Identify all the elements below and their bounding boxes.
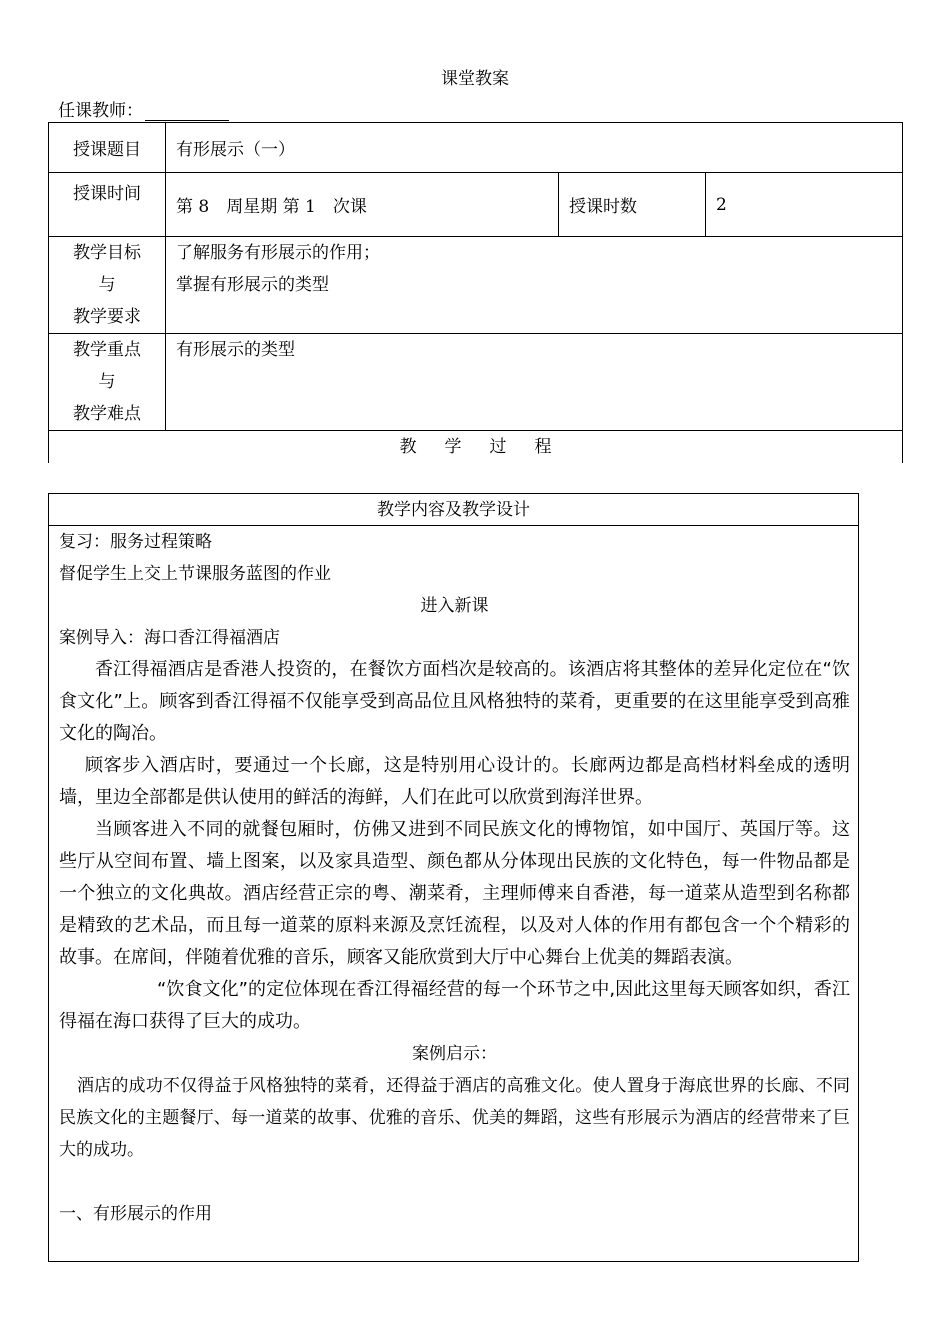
case-paragraph-3: 当顾客进入不同的就餐包厢时，仿佛又进到不同民族文化的博物馆，如中国厅、英国厅等。这些厅从空间布置、墙上图案，以及家具造型、颜色都从分体现出民族的文化特色，每一件物品都是一个独立的文化典故。酒店经营正宗的粤、潮菜肴，主理师傅来自香港，每一道菜从造型到名称都是精致的艺术品，而且每一道菜的原料来源及烹饪流程，以及对人体的作用有都包含一个个精彩的故事。在席间，伴随着优雅的音乐，顾客又能欣赏到大厅中心舞台上优美的舞蹈表演。 <box>59 819 850 968</box>
case-insight-heading: 案例启示： <box>412 1044 497 1064</box>
topic-value: 有形展示（一） <box>166 123 903 173</box>
content-body <box>49 526 858 1230</box>
time-value: 第 8 周星期 第 1 次课 <box>166 173 559 237</box>
key-label-line: 教学重点 <box>73 340 141 360</box>
key-label-line: 教学难点 <box>73 404 141 424</box>
hours-label: 授课时数 <box>559 173 706 237</box>
section-heading-1: 一、有形展示的作用 <box>59 1204 212 1224</box>
teaching-process-row <box>48 430 903 463</box>
goal-value-line: 了解服务有形展示的作用； <box>176 243 380 263</box>
homework-line: 督促学生上交上节课服务蓝图的作业 <box>59 564 331 584</box>
goal-label-line: 教学目标 <box>73 243 141 263</box>
key-value: 有形展示的类型 <box>166 334 903 431</box>
document-title: 课堂教案 <box>441 69 509 89</box>
teaching-process-label: 教学过程 <box>399 437 580 457</box>
teacher-label: 任课教师： <box>58 101 143 121</box>
blank-line <box>59 1166 850 1198</box>
hours-value: 2 <box>706 173 903 237</box>
case-paragraph-2: 顾客步入酒店时，要通过一个长廊，这是特别用心设计的。长廊两边都是高档材料垒成的透明墙，里边全部都是供认使用的鲜活的海鲜，人们在此可以欣赏到海洋世界。 <box>59 755 850 808</box>
goal-label <box>49 237 166 334</box>
case-paragraph-4: “饮食文化”的定位体现在香江得福经营的每一个环节之中,因此这里每天顾客如织，香江得福在海口获得了巨大的成功。 <box>59 979 850 1032</box>
goal-value-line: 掌握有形展示的类型 <box>176 275 329 295</box>
key-label <box>49 334 166 431</box>
new-lesson-heading: 进入新课 <box>420 596 489 616</box>
goal-label-line: 教学要求 <box>73 307 141 327</box>
case-intro-line: 案例导入：海口香江得福酒店 <box>59 628 280 648</box>
review-line: 复习：服务过程策略 <box>59 532 212 552</box>
lesson-info-table <box>48 122 903 431</box>
time-label: 授课时间 <box>49 173 166 237</box>
topic-label: 授课题目 <box>49 123 166 173</box>
teacher-field <box>58 96 229 121</box>
key-label-line: 与 <box>98 372 116 392</box>
content-header: 教学内容及教学设计 <box>49 494 858 526</box>
insight-paragraph: 酒店的成功不仅得益于风格独特的菜肴，还得益于酒店的高雅文化。使人置身于海底世界的长廊、不同民族文化的主题餐厅、每一道菜的故事、优雅的音乐、优美的舞蹈，这些有形展示为酒店的经营带来了巨大的成功。 <box>59 1076 850 1160</box>
content-box <box>48 493 859 1262</box>
case-paragraph-1: 香江得福酒店是香港人投资的，在餐饮方面档次是较高的。该酒店将其整体的差异化定位在“饮食文化”上。顾客到香江得福不仅能享受到高品位且风格独特的菜肴，更重要的在这里能享受到高雅文化的陶冶。 <box>59 659 850 744</box>
goal-value <box>166 237 903 334</box>
teacher-blank-line <box>145 102 229 121</box>
goal-label-line: 与 <box>98 275 116 295</box>
